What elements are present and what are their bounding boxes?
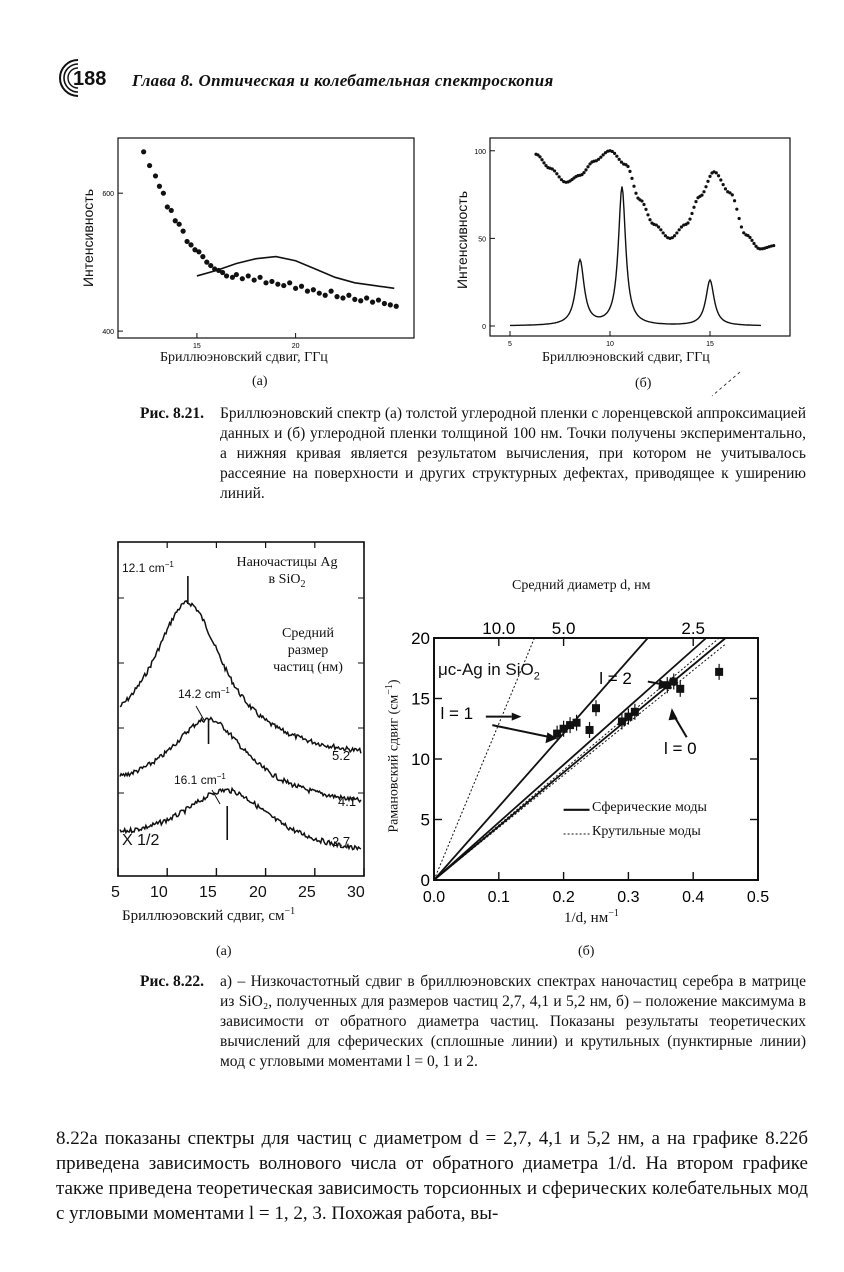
data-point — [634, 192, 637, 195]
data-point — [542, 161, 545, 164]
top-tick-label: 10.0 — [482, 619, 516, 638]
data-point — [704, 185, 707, 188]
data-point — [240, 276, 245, 281]
data-point — [208, 263, 213, 268]
x-axis-label-sup: −1 — [284, 906, 296, 917]
caption-text: Бриллюэновский спектр (а) толстой углеродной пленки с лоренцевской аппроксимацией данных и (б) углеродной пленки толщиной 100 нм. Точки получены экспериментально, а нижняя кривая является результатом вычисления, при котором не учитывалось рассеяние на поверхности и других структурных дефектах, приводящее к уширению линий. — [220, 405, 806, 502]
x-tick: 20 — [249, 884, 267, 901]
data-point — [352, 297, 357, 302]
data-point — [731, 193, 734, 196]
spectrum-5-2 — [120, 601, 361, 754]
top-tick-label: 5.0 — [551, 619, 576, 638]
peak-leader — [196, 706, 204, 720]
data-point — [161, 191, 166, 196]
x-tick-label: 0.4 — [682, 889, 705, 906]
size-label-line1: Средний — [282, 626, 334, 641]
x-axis-label — [564, 908, 619, 927]
data-point — [631, 708, 639, 716]
data-point — [702, 190, 705, 193]
data-point — [628, 170, 631, 173]
data-point — [311, 287, 316, 292]
data-point — [553, 169, 556, 172]
size-4-1: 4.1 — [338, 794, 357, 809]
y-tick-label: 15 — [411, 689, 430, 709]
data-point — [204, 260, 209, 265]
x-tick-label: 10 — [606, 341, 614, 348]
data-point — [538, 155, 541, 158]
x-tick-label: 0.3 — [617, 889, 640, 906]
y-axis-label: Интенсивность — [454, 190, 470, 290]
figure-8-22-b — [372, 576, 802, 960]
body-paragraph: 8.22а показаны спектры для частиц с диаметром d = 2,7, 4,1 и 5,2 нм, а на графике 8.22б приведена зависимость волнового числа от обратного диаметра 1/d. На втором графике также приведена теоретическая зависимость торсионных и сферических колебательных мод с угловыми моментами l = 1, 2, 3. Похожая работа, вы- — [56, 1128, 808, 1224]
label-l2: l = 2 — [599, 668, 632, 688]
inset-label-sub: 2 — [533, 670, 540, 683]
data-point — [715, 668, 723, 676]
inset-label-text: μc-Ag in SiO — [438, 660, 534, 679]
x-tick: 30 — [347, 884, 365, 901]
data-point — [246, 273, 251, 278]
peak-label-1-text: 12.1 cm — [122, 561, 165, 575]
data-point — [719, 178, 722, 181]
subfigure-label: (б) — [635, 376, 652, 391]
size-label-line2: размер — [287, 643, 329, 658]
subfigure-label: (б) — [578, 944, 595, 959]
x-tick: 5 — [111, 884, 120, 901]
data-point — [724, 187, 727, 190]
arrowhead-l1 — [512, 713, 522, 721]
x-tick: 25 — [298, 884, 316, 901]
data-point — [675, 231, 678, 234]
data-point — [613, 152, 616, 155]
data-point — [582, 171, 585, 174]
scale-label: X 1/2 — [122, 832, 160, 849]
data-point — [200, 254, 205, 259]
size-5-2: 5.2 — [332, 748, 351, 763]
x-axis-label-sup: −1 — [608, 908, 619, 919]
legend-spherical: Сферические моды — [592, 800, 707, 815]
y-tick-label: 600 — [102, 191, 114, 199]
data-point — [700, 194, 703, 197]
data-point — [735, 208, 738, 211]
data-point — [340, 295, 345, 300]
data-point — [173, 218, 178, 223]
caption-label: Рис. 8.21. — [140, 405, 205, 422]
peak-label-2-sup: −1 — [220, 686, 230, 695]
x-tick-label: 15 — [706, 341, 714, 348]
size-label-line3: частиц (нм) — [273, 660, 343, 675]
data-point — [740, 225, 743, 228]
x-tick: 10 — [150, 884, 168, 901]
y-axis-label-text: Рамановский сдвиг (см — [386, 694, 402, 833]
data-point — [224, 273, 229, 278]
data-point — [184, 239, 189, 244]
label-l0: l = 0 — [664, 739, 697, 759]
data-point — [346, 293, 351, 298]
y-axis-label-sup: −1 — [384, 684, 395, 695]
data-point — [640, 199, 643, 202]
data-point — [263, 280, 268, 285]
data-point — [626, 165, 629, 168]
data-point — [648, 218, 651, 221]
data-point — [676, 685, 684, 693]
data-point — [177, 222, 182, 227]
y-axis-label: Интенсивность — [80, 188, 96, 288]
data-point — [555, 172, 558, 175]
data-point — [370, 300, 375, 305]
data-point — [188, 242, 193, 247]
y-tick-label: 50 — [478, 236, 486, 244]
caption-label: Рис. 8.22. — [140, 973, 205, 990]
data-point — [690, 212, 693, 215]
y-tick-label: 0 — [482, 324, 486, 331]
data-point — [364, 295, 369, 300]
data-point — [323, 293, 328, 298]
data-point — [678, 228, 681, 231]
data-point — [673, 234, 676, 237]
caption-text: а) – Низкочастотный сдвиг в бриллюэновских спектрах наночастиц серебра в матрице из SiO₂, полученных для размеров частиц 2,7, 4,1 и 5,2 нм, б) – положение максимума в зависимости от обратного диаметра частиц. Показаны результаты теоретических вычислений для сферических (сплошные линии) и крутильных (пунктирные линии) мод с угловыми моментами l = 0, 1 и 2. — [220, 973, 806, 1070]
data-point — [157, 184, 162, 189]
data-point — [694, 200, 697, 203]
data-point — [329, 289, 334, 294]
size-label — [258, 625, 358, 676]
inset-label — [438, 660, 540, 682]
arrowhead-l0 — [669, 708, 678, 720]
data-point — [376, 297, 381, 302]
label-l1: l = 1 — [440, 704, 474, 724]
legend-title-line2: в SiO — [268, 572, 301, 587]
x-tick-label: 15 — [193, 343, 201, 350]
data-point — [670, 678, 678, 686]
data-point — [708, 175, 711, 178]
data-point — [618, 158, 621, 161]
plot-frame — [118, 138, 414, 338]
y-tick-label: 10 — [411, 750, 430, 769]
data-point — [586, 726, 594, 734]
data-point — [382, 301, 387, 306]
data-point — [659, 228, 662, 231]
x-tick-label: 5 — [508, 341, 512, 348]
chart-8-22-b — [372, 576, 802, 960]
arrow-l2 — [648, 682, 661, 684]
data-point — [630, 177, 633, 180]
x-tick: 15 — [199, 884, 217, 901]
caption-8-21 — [140, 404, 806, 504]
data-point — [169, 208, 174, 213]
data-point — [275, 282, 280, 287]
data-point — [750, 239, 753, 242]
data-point — [181, 229, 186, 234]
data-point — [317, 291, 322, 296]
data-point — [558, 175, 561, 178]
data-point — [573, 719, 581, 727]
data-point — [644, 208, 647, 211]
data-point — [733, 199, 736, 202]
data-point — [584, 168, 587, 171]
data-point — [662, 231, 665, 234]
peak-label-2-text: 14.2 cm — [178, 687, 221, 701]
page-number: 188 — [73, 68, 107, 90]
figure-8-22-a — [108, 538, 378, 958]
legend-title — [228, 554, 346, 593]
peak-label-2 — [178, 686, 230, 701]
data-point — [293, 286, 298, 291]
data-point — [334, 294, 339, 299]
y-tick-label: 20 — [411, 629, 430, 648]
x-tick-label: 0.5 — [746, 889, 770, 906]
plot-frame — [490, 138, 790, 336]
data-point — [257, 275, 262, 280]
data-point — [592, 704, 600, 712]
subfigure-label: (а) — [216, 944, 232, 959]
data-point — [772, 244, 775, 247]
chapter-title: Глава 8. Оптическая и колебательная спектроскопия — [132, 71, 554, 90]
data-point — [738, 217, 741, 220]
legend-title-sub: 2 — [300, 578, 306, 590]
x-axis-label-text: 1/d, нм — [564, 910, 609, 926]
data-point — [657, 225, 660, 228]
stray-mark — [712, 372, 740, 396]
x-tick-label: 20 — [291, 343, 300, 350]
data-point — [299, 284, 304, 289]
data-point — [632, 185, 635, 188]
data-point — [388, 302, 393, 307]
data-point — [717, 174, 720, 177]
fit-curve — [197, 257, 394, 289]
data-point — [165, 204, 170, 209]
top-axis-title: Средний диаметр d, нм — [512, 578, 651, 593]
x-axis-label: Бриллюэновский сдвиг, ГГц — [160, 350, 328, 365]
legend-title-line1: Наночастицы Ag — [236, 555, 338, 570]
data-point — [358, 298, 363, 303]
data-point — [642, 203, 645, 206]
data-point — [234, 272, 239, 277]
header — [56, 56, 796, 100]
data-point — [269, 279, 274, 284]
data-point — [706, 180, 709, 183]
spectrum-4-1 — [120, 718, 361, 802]
data-point — [646, 213, 649, 216]
data-point — [599, 156, 602, 159]
peak-label-1 — [122, 560, 174, 575]
y-axis-label-end: ) — [386, 679, 402, 685]
data-point — [196, 249, 201, 254]
x-axis-label — [122, 906, 295, 925]
peak-label-3-sup: −1 — [216, 772, 226, 781]
figure-8-21-a — [74, 130, 424, 400]
size-2-7: 2.7 — [332, 834, 351, 849]
arrow-l1b — [492, 725, 550, 737]
subfigure-label: (а) — [252, 374, 268, 389]
computed-curve — [510, 187, 761, 326]
data-point — [686, 221, 689, 224]
data-point — [287, 280, 292, 285]
data-point — [147, 163, 152, 168]
data-point — [281, 283, 286, 288]
data-point — [252, 277, 257, 282]
data-point — [748, 236, 751, 239]
peak-label-1-sup: −1 — [164, 560, 174, 569]
data-point — [305, 289, 310, 294]
data-point — [752, 242, 755, 245]
data-point — [615, 155, 618, 158]
data-point — [141, 149, 146, 154]
peak-label-3 — [174, 772, 226, 787]
y-tick-label: 400 — [102, 329, 114, 337]
data-point — [394, 304, 399, 309]
data-point — [220, 270, 225, 275]
caption-8-22 — [140, 972, 806, 1072]
data-point — [692, 206, 695, 209]
legend-torsional: Крутильные моды — [592, 824, 701, 839]
x-axis-label: Бриллюэновский сдвиг, ГГц — [542, 350, 710, 365]
data-point — [688, 217, 691, 220]
data-point — [715, 171, 718, 174]
x-tick-label: 0.2 — [552, 889, 575, 906]
y-tick-label: 5 — [420, 810, 430, 830]
x-tick-label: 0.0 — [422, 889, 446, 906]
x-tick-labels — [108, 884, 378, 904]
figure-8-21-b — [450, 134, 800, 400]
data-point — [586, 165, 589, 168]
data-point — [153, 173, 158, 178]
y-tick-label: 100 — [474, 148, 486, 156]
data-point — [540, 158, 543, 161]
y-tick-label: 0 — [420, 871, 430, 890]
x-axis-label-text: Бриллюэовский сдвиг, см — [122, 908, 285, 924]
top-tick-label: 2.5 — [681, 619, 706, 638]
x-tick-label: 0.1 — [487, 889, 510, 906]
peak-label-3-text: 16.1 cm — [174, 773, 217, 787]
data-point — [722, 183, 725, 186]
